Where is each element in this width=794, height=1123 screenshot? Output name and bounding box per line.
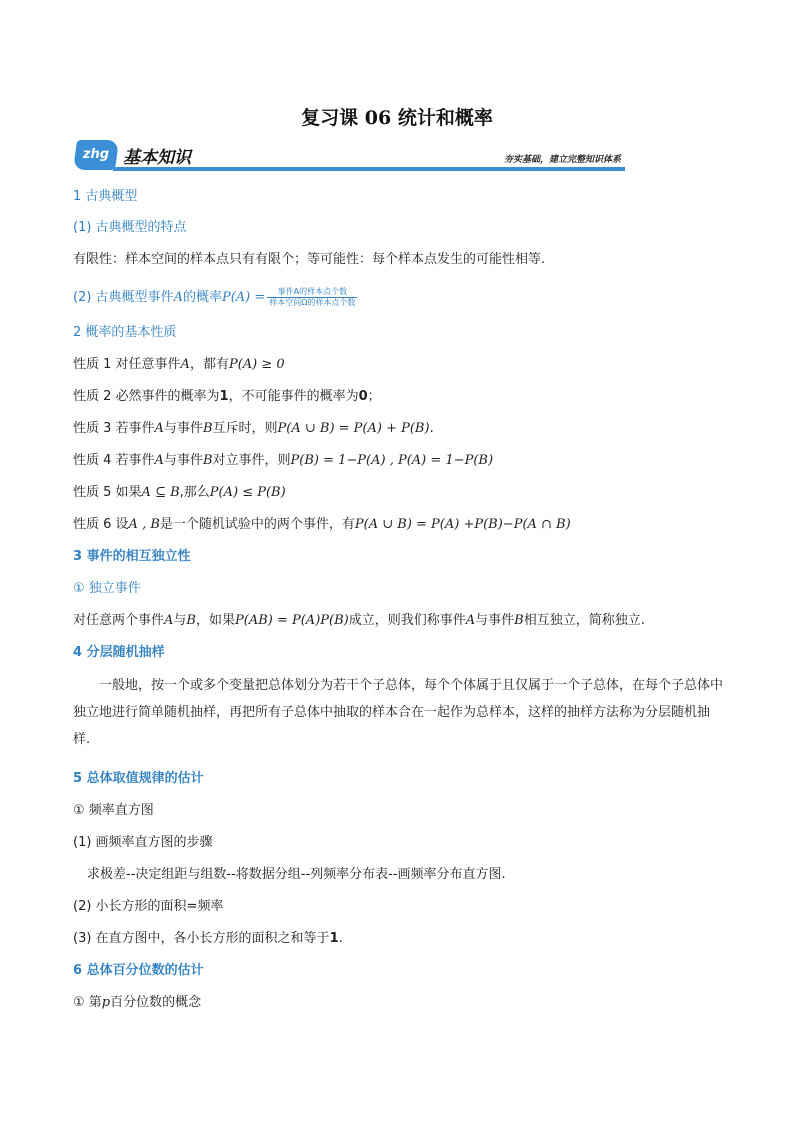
s3-text-d: 成立，则我们称事件 — [348, 613, 466, 628]
fraction-numerator: 事件A的样本点个数 — [267, 287, 357, 298]
p4-a: A — [154, 453, 164, 468]
s5-1-3-a: (3) 在直方图中，各小长方形的面积之和等于 — [73, 931, 330, 946]
p6-mid: 是一个随机试验中的两个事件，有 — [159, 517, 355, 532]
zhg-logo — [73, 140, 119, 170]
s3-b2: B — [514, 613, 524, 628]
section-2-heading: 2 概率的基本性质 — [73, 325, 177, 340]
p2-label: 性质 2 必然事件的概率为 — [73, 389, 220, 404]
p3-mid2: 互斥时，则 — [212, 421, 278, 436]
property-1 — [73, 356, 285, 374]
section-banner — [73, 140, 625, 172]
s1-2-mid: 的概率 — [182, 290, 222, 305]
p4-mid1: 与事件 — [163, 453, 203, 468]
property-4 — [73, 452, 493, 470]
s3-text-b: 与 — [173, 613, 187, 628]
section-3-heading: 3 事件的相互独立性 — [73, 549, 191, 564]
p5-mid: ,那么 — [179, 485, 210, 500]
s6-1-a: ① 第 — [73, 995, 102, 1010]
s3-formula: P(AB) = P(A)P(B) — [235, 613, 349, 628]
s3-text-a: 对任意两个事件 — [73, 613, 165, 628]
s3-text-c: ，如果 — [195, 613, 235, 628]
s6-1-p: p — [101, 995, 111, 1010]
section-1-1-text: 有限性：样本空间的样本点只有有限个；等可能性：每个样本点发生的可能性相等. — [73, 252, 546, 267]
section-5-1-3-text — [73, 930, 343, 948]
section-6-heading: 6 总体百分位数的估计 — [73, 963, 204, 978]
p1-mid: ，都有 — [189, 357, 229, 372]
p5-formula1: A ⊆ B — [141, 485, 180, 500]
s1-2-formula: P(A) = — [221, 290, 266, 305]
s3-b: B — [186, 613, 196, 628]
section-4-heading: 4 分层随机抽样 — [73, 645, 165, 660]
section-4-paragraph: 一般地，按一个或多个变量把总体划分为若干个子总体，每个个体属于且仅属于一个子总体，在每个子总体中独立地进行简单随机抽样，再把所有子总体中抽取的样本合在一起作为总样本，这样的抽样方法称为分层随机抽样. — [73, 678, 724, 747]
section-6-1-heading — [73, 994, 201, 1012]
section-5-1-1-heading: (1) 画频率直方图的步骤 — [73, 835, 213, 850]
section-5-1-heading: ① 频率直方图 — [73, 803, 154, 818]
p3-end: . — [429, 421, 434, 436]
s5-1-3-one: 1 — [329, 931, 339, 946]
s3-text-f: 相互独立，简称独立. — [523, 613, 645, 628]
section-1-2-line — [73, 287, 357, 308]
property-5 — [73, 484, 286, 502]
s3-a: A — [164, 613, 174, 628]
probability-fraction — [267, 287, 357, 308]
section-1-heading: 1 古典概型 — [73, 189, 138, 204]
section-3-1-heading: ① 独立事件 — [73, 581, 141, 596]
p2-one: 1 — [219, 389, 229, 404]
section-5-heading: 5 总体取值规律的估计 — [73, 771, 204, 786]
s1-2-prefix: (2) 古典概型事件 — [73, 290, 174, 305]
p6-label: 性质 6 设 — [73, 517, 129, 532]
section-3-text — [73, 612, 645, 630]
s5-1-3-end: . — [338, 931, 343, 946]
s6-1-b: 百分位数的概念 — [110, 995, 202, 1010]
p2-end: ； — [367, 389, 381, 404]
s3-text-e: 与事件 — [475, 613, 515, 628]
page-title: 复习课 06 统计和概率 — [301, 107, 493, 129]
banner-slogan: 夯实基础，建立完整知识体系 — [503, 155, 621, 165]
banner-heading: 基本知识 — [123, 148, 191, 168]
s1-2-var: A — [173, 290, 183, 305]
section-5-1-2-text: (2) 小长方形的面积=频率 — [73, 899, 224, 914]
p2-zero: 0 — [358, 389, 368, 404]
p4-label: 性质 4 若事件 — [73, 453, 155, 468]
section-1-1-heading: (1) 古典概型的特点 — [73, 220, 187, 235]
p6-formula: P(A ∪ B) = P(A) +P(B)−P(A ∩ B) — [354, 517, 571, 532]
p4-b: B — [202, 453, 213, 468]
p3-b: B — [202, 421, 213, 436]
property-2 — [73, 388, 381, 406]
logo-text: zhg — [82, 147, 110, 162]
section-5-1-1-text: 求极差--决定组距与组数--将数据分组--列频率分布表--画频率分布直方图. — [87, 867, 506, 882]
p2-mid: ，不可能事件的概率为 — [228, 389, 359, 404]
p3-formula: P(A ∪ B) = P(A) + P(B) — [277, 421, 430, 436]
p4-formula: P(B) = 1−P(A) , P(A) = 1−P(B) — [290, 453, 494, 468]
p3-mid1: 与事件 — [163, 421, 203, 436]
p3-a: A — [154, 421, 164, 436]
p1-label: 性质 1 对任意事件 — [73, 357, 181, 372]
p4-mid2: 对立事件，则 — [212, 453, 291, 468]
property-6 — [73, 516, 571, 534]
property-3 — [73, 420, 434, 438]
p3-label: 性质 3 若事件 — [73, 421, 155, 436]
p6-ab: A , B — [128, 517, 160, 532]
s3-a2: A — [465, 613, 476, 628]
p5-label: 性质 5 如果 — [73, 485, 142, 500]
p5-formula2: P(A) ≤ P(B) — [209, 485, 286, 500]
p1-var: A — [180, 357, 190, 372]
fraction-denominator: 样本空间Ω的样本点个数 — [269, 298, 356, 307]
p1-formula: P(A) ≥ 0 — [228, 357, 285, 372]
